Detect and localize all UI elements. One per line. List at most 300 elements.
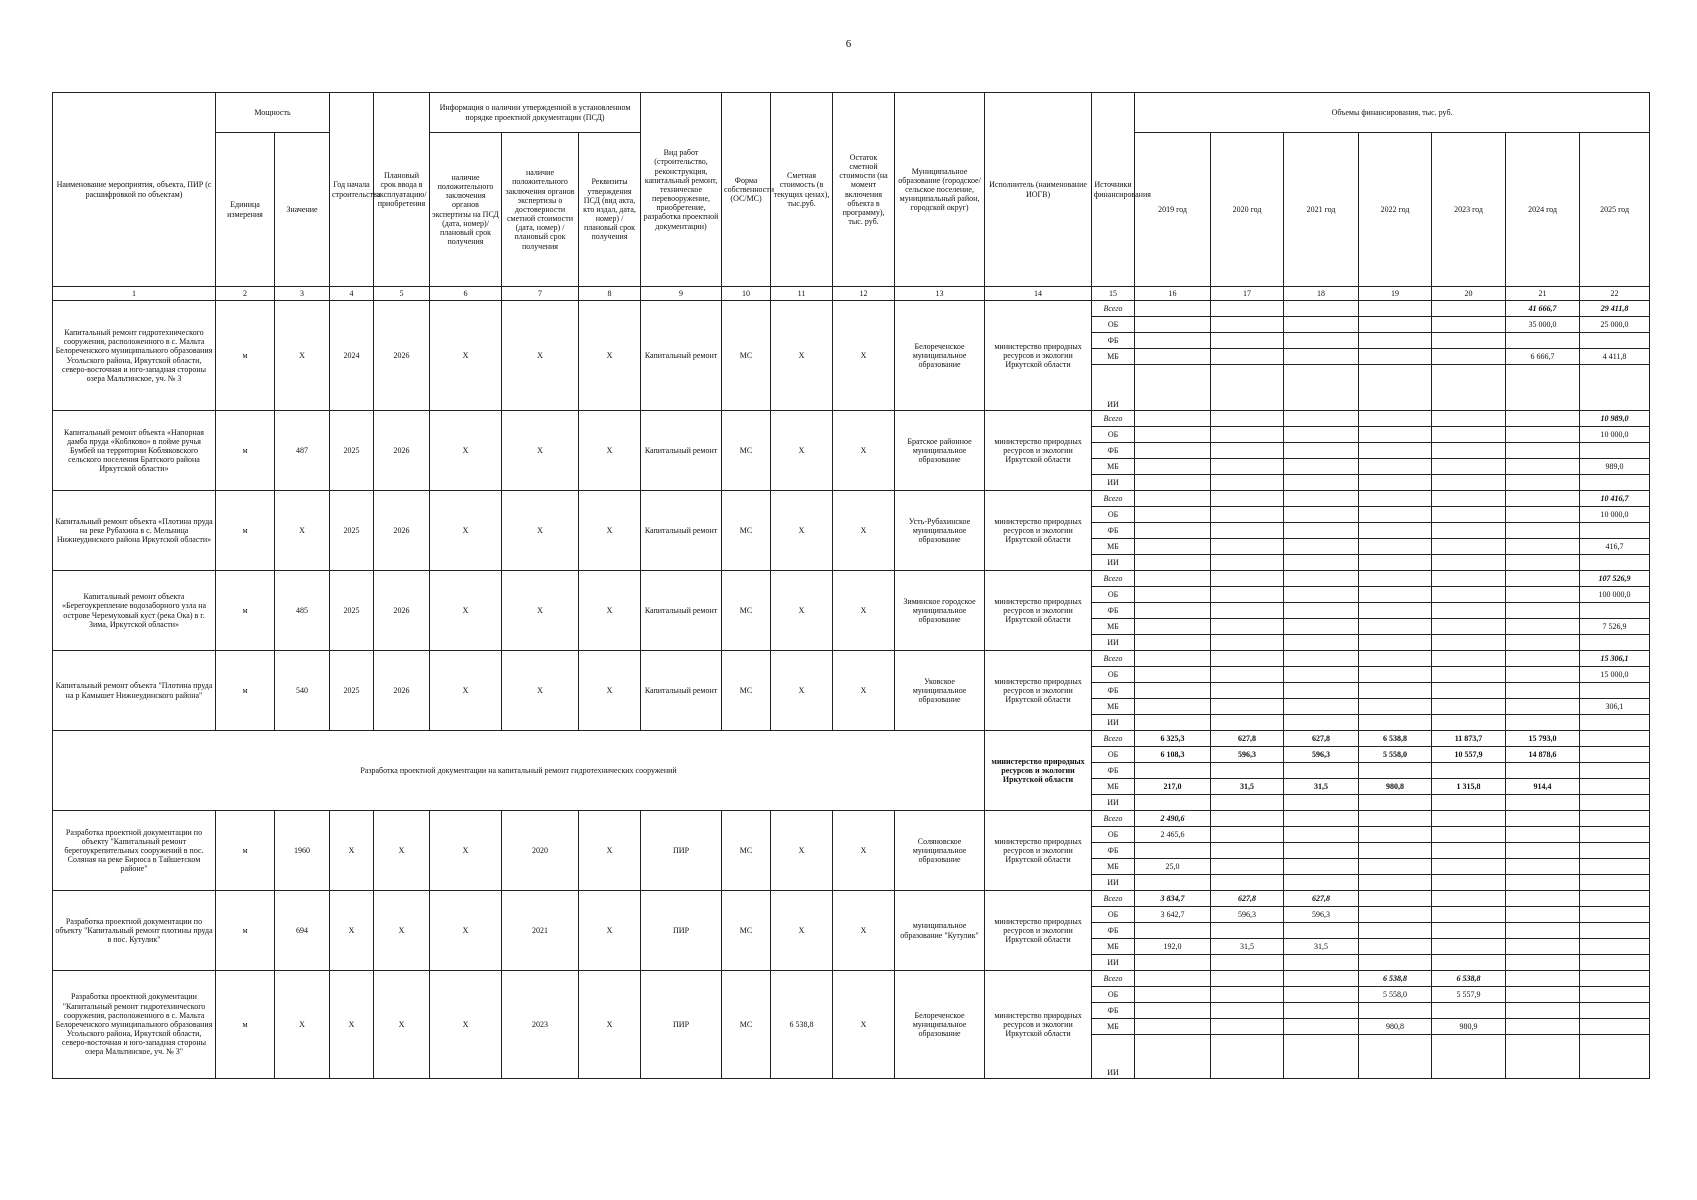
remainder-cell: X [833, 971, 895, 1079]
funding-value [1135, 475, 1211, 491]
funding-value [1211, 923, 1284, 939]
funding-value [1135, 587, 1211, 603]
funding-value [1580, 715, 1650, 731]
psd-requisites-cell: X [579, 971, 641, 1079]
header-psd-positive: наличие положительного заключения органов экспертизы на ПСД (дата, номер)/плановый срок получения [430, 133, 502, 287]
funding-value [1506, 875, 1580, 891]
funding-value [1284, 923, 1359, 939]
funding-value [1135, 411, 1211, 427]
funding-value [1135, 301, 1211, 317]
funding-value [1211, 411, 1284, 427]
funding-value: 6 325,3 [1135, 731, 1211, 747]
funding-source-label: Всего [1092, 491, 1135, 507]
remainder-cell: X [833, 651, 895, 731]
unit-cell: м [216, 971, 275, 1079]
funding-value [1506, 507, 1580, 523]
funding-value: 6 538,8 [1359, 971, 1432, 987]
value-cell: 485 [275, 571, 330, 651]
funding-source-label: ФБ [1092, 443, 1135, 459]
funding-value [1211, 1035, 1284, 1079]
funding-value [1284, 411, 1359, 427]
funding-value [1284, 1035, 1359, 1079]
funding-value [1359, 699, 1432, 715]
funding-value [1359, 443, 1432, 459]
psd-requisites-cell: X [579, 491, 641, 571]
funding-value [1211, 987, 1284, 1003]
estimate-cell: X [771, 891, 833, 971]
funding-value [1580, 1003, 1650, 1019]
funding-value [1432, 539, 1506, 555]
funding-value: 31,5 [1211, 779, 1284, 795]
funding-value [1580, 827, 1650, 843]
object-name: Разработка проектной документации "Капитальный ремонт гидротехнического сооружения, расположенного в с. Мальта Белореченского муниципального образования Усольского района, Иркутской области, северо-восточная и юго-западная стороны озера Мальтинское, уч. № 3" [53, 971, 216, 1079]
unit-cell: м [216, 651, 275, 731]
funding-value [1506, 811, 1580, 827]
funding-value [1284, 349, 1359, 365]
funding-value [1211, 827, 1284, 843]
ownership-cell: МС [722, 971, 771, 1079]
funding-value [1506, 1035, 1580, 1079]
funding-value [1359, 635, 1432, 651]
funding-value [1284, 683, 1359, 699]
funding-value [1580, 779, 1650, 795]
psd-positive-cell: X [430, 411, 502, 491]
funding-value [1135, 763, 1211, 779]
funding-value [1506, 859, 1580, 875]
funding-source-label: МБ [1092, 779, 1135, 795]
funding-source-label: ОБ [1092, 827, 1135, 843]
funding-value: 596,3 [1284, 747, 1359, 763]
funding-value [1432, 651, 1506, 667]
funding-value [1432, 475, 1506, 491]
unit-cell: м [216, 571, 275, 651]
funding-value [1211, 699, 1284, 715]
work-type-cell: Капитальный ремонт [641, 301, 722, 411]
column-number: 6 [430, 287, 502, 301]
funding-value: 25,0 [1135, 859, 1211, 875]
funding-value [1359, 475, 1432, 491]
section-row [53, 731, 1650, 747]
funding-source-label: МБ [1092, 1019, 1135, 1035]
funding-value [1432, 587, 1506, 603]
funding-value [1211, 795, 1284, 811]
funding-source-label: ОБ [1092, 907, 1135, 923]
executor-cell: министерство природных ресурсов и экологии Иркутской области [985, 411, 1092, 491]
column-number: 19 [1359, 287, 1432, 301]
column-number: 10 [722, 287, 771, 301]
funding-value [1432, 507, 1506, 523]
executor-cell: министерство природных ресурсов и экологии Иркутской области [985, 571, 1092, 651]
psd-requisites-cell: X [579, 651, 641, 731]
unit-cell: м [216, 301, 275, 411]
funding-value [1580, 1035, 1650, 1079]
funding-value [1359, 411, 1432, 427]
municipality-cell: Усть-Рубахинское муниципальное образование [895, 491, 985, 571]
unit-cell: м [216, 891, 275, 971]
funding-value: 980,9 [1432, 1019, 1506, 1035]
remainder-cell: X [833, 891, 895, 971]
funding-value [1135, 1003, 1211, 1019]
funding-value [1432, 635, 1506, 651]
funding-source-label: ИИ [1092, 715, 1135, 731]
column-number: 9 [641, 287, 722, 301]
funding-value: 100 000,0 [1580, 587, 1650, 603]
funding-value: 596,3 [1211, 747, 1284, 763]
funding-value [1506, 891, 1580, 907]
funding-value [1135, 795, 1211, 811]
funding-value: 5 558,0 [1359, 747, 1432, 763]
funding-value [1211, 523, 1284, 539]
funding-value [1211, 955, 1284, 971]
work-type-cell: ПИР [641, 891, 722, 971]
funding-value [1135, 1019, 1211, 1035]
funding-value [1135, 443, 1211, 459]
funding-value [1135, 317, 1211, 333]
funding-value: 627,8 [1211, 891, 1284, 907]
funding-value [1284, 715, 1359, 731]
funding-value [1359, 811, 1432, 827]
funding-value [1580, 603, 1650, 619]
column-number: 22 [1580, 287, 1650, 301]
funding-value [1284, 539, 1359, 555]
municipality-cell: Белореченское муниципальное образование [895, 301, 985, 411]
funding-value [1506, 365, 1580, 411]
funding-value [1506, 587, 1580, 603]
funding-value [1432, 827, 1506, 843]
funding-value [1135, 955, 1211, 971]
psd-reliability-cell: 2023 [502, 971, 579, 1079]
ownership-cell: МС [722, 891, 771, 971]
funding-value [1284, 619, 1359, 635]
funding-value: 217,0 [1135, 779, 1211, 795]
funding-value [1135, 571, 1211, 587]
psd-positive-cell: X [430, 891, 502, 971]
funding-value [1135, 539, 1211, 555]
funding-value [1211, 603, 1284, 619]
funding-value [1359, 907, 1432, 923]
funding-value [1432, 875, 1506, 891]
funding-value [1284, 859, 1359, 875]
funding-value [1211, 555, 1284, 571]
funding-value [1211, 1003, 1284, 1019]
funding-value [1284, 955, 1359, 971]
funding-value [1432, 1003, 1506, 1019]
value-cell: 487 [275, 411, 330, 491]
funding-value [1506, 651, 1580, 667]
work-type-cell: Капитальный ремонт [641, 491, 722, 571]
funding-value: 35 000,0 [1506, 317, 1580, 333]
header-capacity: Мощность [216, 93, 330, 133]
funding-value [1580, 635, 1650, 651]
table-row [53, 891, 1650, 907]
funding-value: 107 526,9 [1580, 571, 1650, 587]
work-type-cell: Капитальный ремонт [641, 411, 722, 491]
unit-cell: м [216, 811, 275, 891]
funding-value [1211, 301, 1284, 317]
section-title: Разработка проектной документации на капитальный ремонт гидротехнических сооружений [53, 731, 985, 811]
funding-value: 3 834,7 [1135, 891, 1211, 907]
funding-value [1135, 507, 1211, 523]
funding-value [1359, 875, 1432, 891]
funding-value [1506, 1019, 1580, 1035]
funding-value [1359, 349, 1432, 365]
funding-value [1284, 763, 1359, 779]
funding-value [1211, 539, 1284, 555]
psd-requisites-cell: X [579, 811, 641, 891]
plan-year-cell: X [374, 971, 430, 1079]
plan-year-cell: 2026 [374, 301, 430, 411]
column-number: 1 [53, 287, 216, 301]
table-row [53, 301, 1650, 317]
funding-source-label: Всего [1092, 651, 1135, 667]
funding-value [1359, 603, 1432, 619]
estimate-cell: X [771, 491, 833, 571]
funding-value [1432, 715, 1506, 731]
funding-value: 31,5 [1284, 779, 1359, 795]
plan-year-cell: X [374, 891, 430, 971]
funding-value [1506, 411, 1580, 427]
funding-value [1506, 955, 1580, 971]
object-name: Разработка проектной документации по объекту "Капитальный ремонт берегоукрепительных сооружений в пос. Соляная на реке Бирюса в Тайшетском районе" [53, 811, 216, 891]
financing-table [52, 92, 1650, 1079]
funding-value [1432, 427, 1506, 443]
funding-value: 5 558,0 [1359, 987, 1432, 1003]
funding-value [1432, 523, 1506, 539]
funding-value [1211, 875, 1284, 891]
funding-value: 10 000,0 [1580, 427, 1650, 443]
funding-value [1359, 491, 1432, 507]
funding-value [1359, 939, 1432, 955]
header-start-year: Год начала строительства [330, 93, 374, 287]
table-row [53, 571, 1650, 587]
funding-value [1284, 587, 1359, 603]
object-name: Разработка проектной документации по объекту "Капитальный ремонт плотины пруда в пос. Кутулик" [53, 891, 216, 971]
funding-value [1211, 619, 1284, 635]
funding-value [1506, 333, 1580, 349]
plan-year-cell: 2026 [374, 651, 430, 731]
remainder-cell: X [833, 571, 895, 651]
start-year-cell: X [330, 971, 374, 1079]
funding-value [1135, 349, 1211, 365]
ownership-cell: МС [722, 811, 771, 891]
funding-value: 4 411,8 [1580, 349, 1650, 365]
column-number: 21 [1506, 287, 1580, 301]
funding-value [1284, 555, 1359, 571]
header-year: 2023 год [1432, 133, 1506, 287]
funding-value [1284, 971, 1359, 987]
funding-value [1506, 987, 1580, 1003]
value-cell: 694 [275, 891, 330, 971]
header-psd-requisites: Реквизиты утверждения ПСД (вид акта, кто издал, дата, номер) / плановый срок получения [579, 133, 641, 287]
psd-reliability-cell: 2020 [502, 811, 579, 891]
estimate-cell: X [771, 571, 833, 651]
funding-source-label: ФБ [1092, 843, 1135, 859]
funding-value [1359, 317, 1432, 333]
funding-value [1135, 971, 1211, 987]
header-sources: Источники финансирования [1092, 93, 1135, 287]
funding-source-label: ОБ [1092, 427, 1135, 443]
funding-value [1211, 667, 1284, 683]
funding-value [1359, 827, 1432, 843]
funding-value [1211, 365, 1284, 411]
funding-source-label: Всего [1092, 891, 1135, 907]
funding-value [1506, 923, 1580, 939]
funding-value: 10 557,9 [1432, 747, 1506, 763]
funding-value [1211, 333, 1284, 349]
column-number: 14 [985, 287, 1092, 301]
funding-source-label: ОБ [1092, 317, 1135, 333]
funding-value: 6 538,8 [1359, 731, 1432, 747]
plan-year-cell: 2026 [374, 411, 430, 491]
funding-value: 15 306,1 [1580, 651, 1650, 667]
funding-value [1506, 427, 1580, 443]
column-number: 17 [1211, 287, 1284, 301]
funding-value [1580, 843, 1650, 859]
funding-value [1135, 923, 1211, 939]
funding-value [1432, 333, 1506, 349]
funding-value [1580, 683, 1650, 699]
funding-value [1580, 1019, 1650, 1035]
funding-value [1211, 971, 1284, 987]
funding-value: 25 000,0 [1580, 317, 1650, 333]
funding-value [1284, 811, 1359, 827]
start-year-cell: 2025 [330, 491, 374, 571]
funding-value: 15 793,0 [1506, 731, 1580, 747]
funding-value [1580, 875, 1650, 891]
funding-value [1284, 523, 1359, 539]
funding-value [1284, 1019, 1359, 1035]
psd-reliability-cell: X [502, 301, 579, 411]
start-year-cell: X [330, 811, 374, 891]
funding-value [1506, 443, 1580, 459]
funding-value [1135, 333, 1211, 349]
table-row [53, 811, 1650, 827]
funding-value [1432, 699, 1506, 715]
funding-value: 5 557,9 [1432, 987, 1506, 1003]
funding-value [1359, 891, 1432, 907]
header-executor: Исполнитель (наименование ИОГВ) [985, 93, 1092, 287]
funding-value [1432, 843, 1506, 859]
header-plan-year: Плановый срок ввода в эксплуатацию/приобретения [374, 93, 430, 287]
start-year-cell: 2025 [330, 571, 374, 651]
funding-value [1359, 795, 1432, 811]
funding-value: 914,4 [1506, 779, 1580, 795]
funding-value [1135, 1035, 1211, 1079]
funding-value [1359, 555, 1432, 571]
funding-value [1506, 603, 1580, 619]
funding-value [1432, 317, 1506, 333]
funding-value: 31,5 [1284, 939, 1359, 955]
funding-value [1211, 683, 1284, 699]
funding-value [1432, 459, 1506, 475]
funding-value: 980,8 [1359, 779, 1432, 795]
executor-cell: министерство природных ресурсов и экологии Иркутской области [985, 971, 1092, 1079]
work-type-cell: Капитальный ремонт [641, 571, 722, 651]
value-cell: 540 [275, 651, 330, 731]
funding-value [1506, 619, 1580, 635]
estimate-cell: X [771, 811, 833, 891]
column-number: 16 [1135, 287, 1211, 301]
funding-source-label: ИИ [1092, 365, 1135, 411]
funding-value [1284, 427, 1359, 443]
municipality-cell: Уковское муниципальное образование [895, 651, 985, 731]
funding-value [1284, 475, 1359, 491]
table-row [53, 651, 1650, 667]
funding-value [1135, 635, 1211, 651]
funding-value: 15 000,0 [1580, 667, 1650, 683]
column-number: 20 [1432, 287, 1506, 301]
funding-value [1580, 971, 1650, 987]
funding-value [1506, 571, 1580, 587]
plan-year-cell: 2026 [374, 571, 430, 651]
funding-source-label: МБ [1092, 459, 1135, 475]
funding-value [1580, 333, 1650, 349]
funding-value [1506, 971, 1580, 987]
funding-value [1284, 651, 1359, 667]
funding-source-label: Всего [1092, 411, 1135, 427]
funding-value [1284, 507, 1359, 523]
ownership-cell: МС [722, 301, 771, 411]
funding-value [1359, 1003, 1432, 1019]
funding-source-label: Всего [1092, 811, 1135, 827]
funding-value [1211, 507, 1284, 523]
funding-value [1506, 907, 1580, 923]
funding-value: 192,0 [1135, 939, 1211, 955]
value-cell: X [275, 971, 330, 1079]
funding-value [1359, 859, 1432, 875]
remainder-cell: X [833, 491, 895, 571]
header-year: 2024 год [1506, 133, 1580, 287]
column-number: 3 [275, 287, 330, 301]
funding-value: 3 642,7 [1135, 907, 1211, 923]
start-year-cell: 2025 [330, 651, 374, 731]
funding-value: 627,8 [1284, 891, 1359, 907]
executor-cell: министерство природных ресурсов и экологии Иркутской области [985, 301, 1092, 411]
funding-value [1284, 667, 1359, 683]
value-cell: X [275, 491, 330, 571]
funding-value [1506, 667, 1580, 683]
header-year: 2025 год [1580, 133, 1650, 287]
funding-value [1359, 523, 1432, 539]
psd-requisites-cell: X [579, 301, 641, 411]
unit-cell: м [216, 491, 275, 571]
funding-value: 31,5 [1211, 939, 1284, 955]
funding-value [1506, 555, 1580, 571]
psd-reliability-cell: 2021 [502, 891, 579, 971]
funding-value [1211, 1019, 1284, 1035]
funding-value [1580, 811, 1650, 827]
funding-source-label: ФБ [1092, 683, 1135, 699]
column-number: 5 [374, 287, 430, 301]
funding-value [1211, 763, 1284, 779]
executor-cell: министерство природных ресурсов и экологии Иркутской области [985, 811, 1092, 891]
funding-value [1359, 587, 1432, 603]
funding-value [1580, 987, 1650, 1003]
funding-value [1432, 955, 1506, 971]
funding-value [1359, 507, 1432, 523]
municipality-cell: Братское районное муниципальное образование [895, 411, 985, 491]
municipality-cell: Соляновское муниципальное образование [895, 811, 985, 891]
funding-source-label: МБ [1092, 349, 1135, 365]
funding-value: 10 416,7 [1580, 491, 1650, 507]
header-year: 2021 год [1284, 133, 1359, 287]
funding-value [1506, 539, 1580, 555]
funding-value [1135, 683, 1211, 699]
estimate-cell: 6 538,8 [771, 971, 833, 1079]
funding-value [1211, 475, 1284, 491]
funding-value [1284, 317, 1359, 333]
executor-cell: министерство природных ресурсов и экологии Иркутской области [985, 491, 1092, 571]
